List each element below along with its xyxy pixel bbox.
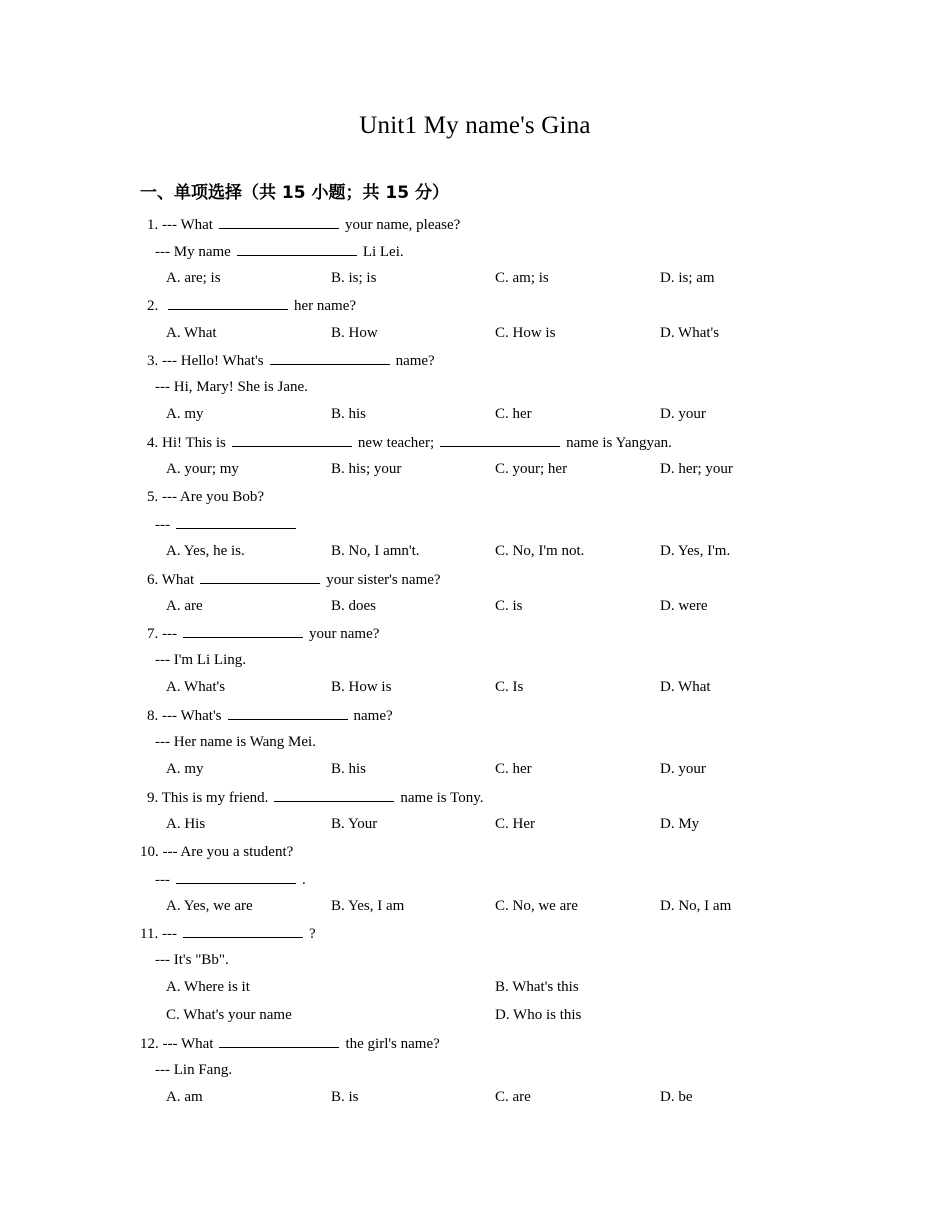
- answer-option[interactable]: B. his: [331, 761, 367, 777]
- question-text: --- Her name is Wang Mei.: [155, 734, 316, 750]
- question-text: your name?: [309, 626, 380, 642]
- answer-option[interactable]: C. No, I'm not.: [495, 543, 585, 559]
- question-line: [155, 732, 316, 752]
- question-text: --- It's "Bb".: [155, 952, 229, 968]
- question-text: --- Hi, Mary! She is Jane.: [155, 379, 308, 395]
- question-line: [147, 350, 435, 371]
- answer-option[interactable]: A. your; my: [166, 461, 239, 477]
- question-line: [147, 705, 393, 726]
- question-number: 2.: [147, 298, 162, 314]
- question-number: 5.: [147, 489, 162, 505]
- answer-option[interactable]: C. Her: [495, 816, 535, 832]
- answer-option[interactable]: C. Is: [495, 679, 524, 695]
- answer-option[interactable]: A. my: [166, 761, 204, 777]
- question-number: 10.: [140, 844, 163, 860]
- question-text: --- What: [162, 217, 213, 233]
- section-heading: 一、单项选择（共 15 小题；共 15 分）: [140, 183, 449, 203]
- answer-option[interactable]: A. Where is it: [166, 979, 250, 995]
- answer-blank[interactable]: [168, 295, 288, 310]
- answer-blank[interactable]: [274, 787, 394, 802]
- answer-blank[interactable]: [237, 241, 357, 256]
- question-text: ---: [155, 517, 170, 533]
- answer-option[interactable]: D. What: [660, 679, 711, 695]
- answer-option[interactable]: B. What's this: [495, 979, 579, 995]
- question-number: 1.: [147, 217, 162, 233]
- question-text: Li Lei.: [362, 244, 404, 260]
- question-text: ---: [161, 926, 177, 942]
- question-line: [155, 869, 306, 890]
- answer-blank[interactable]: [200, 569, 320, 584]
- question-text: your name, please?: [344, 217, 461, 233]
- answer-option[interactable]: D. What's: [660, 325, 720, 341]
- answer-option[interactable]: B. No, I amn't.: [331, 543, 420, 559]
- answer-option[interactable]: B. is: [331, 1089, 359, 1105]
- question-text: --- What: [162, 1036, 214, 1052]
- question-line: [155, 650, 246, 670]
- question-number: 12.: [140, 1036, 163, 1052]
- answer-option[interactable]: C. her: [495, 406, 532, 422]
- answer-blank[interactable]: [270, 350, 390, 365]
- question-number: 7.: [147, 626, 162, 642]
- answer-option[interactable]: C. How is: [495, 325, 556, 341]
- question-text: This is my friend.: [161, 790, 269, 806]
- question-line: [155, 514, 302, 535]
- answer-option[interactable]: D. is; am: [660, 270, 715, 286]
- answer-option[interactable]: B. his; your: [331, 461, 402, 477]
- question-line: [155, 950, 229, 970]
- answer-option[interactable]: B. How: [331, 325, 378, 341]
- question-line: [155, 377, 308, 397]
- question-text: --- What's: [162, 708, 222, 724]
- question-text: --- Are you Bob?: [162, 489, 265, 505]
- answer-option[interactable]: C. am; is: [495, 270, 549, 286]
- question-text: What: [161, 572, 195, 588]
- answer-option[interactable]: A. Yes, he is.: [166, 543, 245, 559]
- answer-option[interactable]: A. are: [166, 598, 203, 614]
- answer-blank[interactable]: [228, 705, 348, 720]
- question-text: her name?: [294, 298, 357, 314]
- answer-option[interactable]: A. What's: [166, 679, 226, 695]
- question-line: [147, 569, 441, 590]
- answer-option[interactable]: A. my: [166, 406, 204, 422]
- question-line: [155, 241, 404, 262]
- question-text: your sister's name?: [326, 572, 441, 588]
- answer-option[interactable]: C. No, we are: [495, 898, 578, 914]
- answer-option[interactable]: A. am: [166, 1089, 203, 1105]
- answer-option[interactable]: D. No, I am: [660, 898, 732, 914]
- question-line: [147, 787, 484, 808]
- answer-option[interactable]: D. My: [660, 816, 700, 832]
- question-text: name?: [395, 353, 435, 369]
- answer-option[interactable]: D. be: [660, 1089, 693, 1105]
- question-line: [155, 1060, 232, 1080]
- question-number: 3.: [147, 353, 162, 369]
- question-text: --- Are you a student?: [162, 844, 294, 860]
- question-text: name is Yangyan.: [566, 435, 672, 451]
- answer-blank[interactable]: [232, 432, 352, 447]
- question-text: --- My name: [155, 244, 231, 260]
- question-number: 9.: [147, 790, 162, 806]
- answer-option[interactable]: A. What: [166, 325, 217, 341]
- question-line: [147, 487, 264, 507]
- answer-option[interactable]: C. your; her: [495, 461, 568, 477]
- question-text: the girl's name?: [345, 1036, 440, 1052]
- answer-option[interactable]: B. his: [331, 406, 367, 422]
- question-line: [140, 842, 293, 862]
- answer-option[interactable]: C. are: [495, 1089, 531, 1105]
- question-text: name is Tony.: [400, 790, 484, 806]
- answer-blank[interactable]: [176, 514, 296, 529]
- answer-blank[interactable]: [183, 923, 303, 938]
- answer-option[interactable]: D. her; your: [660, 461, 733, 477]
- answer-blank[interactable]: [176, 869, 296, 884]
- answer-option[interactable]: D. your: [660, 406, 706, 422]
- answer-option[interactable]: A. are; is: [166, 270, 221, 286]
- answer-option[interactable]: D. Who is this: [495, 1007, 582, 1023]
- answer-option[interactable]: B. is; is: [331, 270, 377, 286]
- page-title: Unit1 My name's Gina: [359, 112, 591, 139]
- question-text: --- I'm Li Ling.: [155, 652, 247, 668]
- answer-blank[interactable]: [440, 432, 560, 447]
- question-text: --- Hello! What's: [162, 353, 264, 369]
- question-line: [140, 1033, 440, 1054]
- question-line: [147, 432, 672, 453]
- question-line: [147, 295, 356, 316]
- question-text: --- Lin Fang.: [155, 1062, 233, 1078]
- question-text: new teacher;: [357, 435, 435, 451]
- question-text: ?: [308, 926, 316, 942]
- answer-option[interactable]: A. Yes, we are: [166, 898, 253, 914]
- answer-option[interactable]: B. does: [331, 598, 376, 614]
- question-line: [140, 923, 316, 944]
- answer-option[interactable]: D. your: [660, 761, 706, 777]
- question-number: 4.: [147, 435, 162, 451]
- answer-option[interactable]: B. Yes, I am: [331, 898, 405, 914]
- answer-option[interactable]: C. her: [495, 761, 532, 777]
- question-text: Hi! This is: [162, 435, 226, 451]
- question-text: ---: [155, 872, 170, 888]
- question-line: [147, 623, 379, 644]
- question-text: ---: [162, 626, 177, 642]
- answer-blank[interactable]: [183, 623, 303, 638]
- answer-option[interactable]: C. What's your name: [166, 1007, 292, 1023]
- answer-option[interactable]: C. is: [495, 598, 523, 614]
- answer-option[interactable]: B. Your: [331, 816, 378, 832]
- answer-option[interactable]: D. Yes, I'm.: [660, 543, 731, 559]
- question-text: name?: [353, 708, 393, 724]
- question-number: 11.: [140, 926, 162, 942]
- question-text: .: [302, 872, 306, 888]
- question-line: [147, 214, 460, 235]
- answer-blank[interactable]: [219, 214, 339, 229]
- answer-option[interactable]: A. His: [166, 816, 206, 832]
- answer-option[interactable]: D. were: [660, 598, 708, 614]
- question-number: 6.: [147, 572, 162, 588]
- answer-blank[interactable]: [219, 1033, 339, 1048]
- answer-option[interactable]: B. How is: [331, 679, 392, 695]
- question-number: 8.: [147, 708, 162, 724]
